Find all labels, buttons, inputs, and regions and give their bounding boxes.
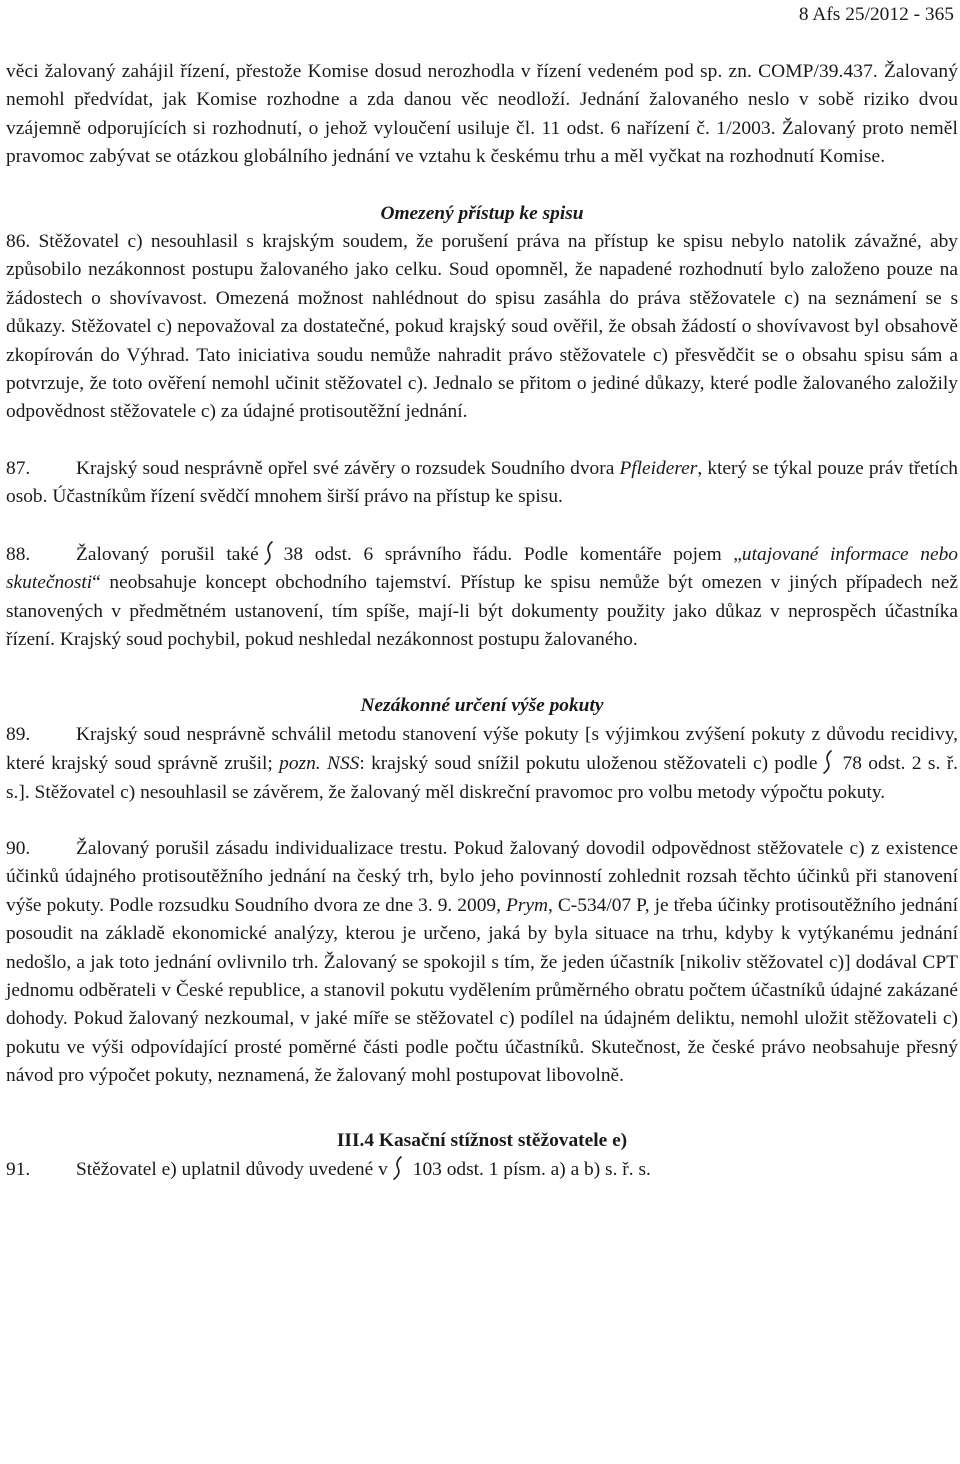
paragraph-89-text-b: : krajský soud snížil pokutu uloženou stěžovateli c) podle (359, 753, 818, 775)
paragraph-91-text-a: Stěžovatel e) uplatnil důvody uvedené v (76, 1159, 388, 1180)
paragraph-90-number: 90. (6, 837, 31, 859)
paragraph-90-text-b: , C-534/07 P, je třeba účinky protisoutěžního jednání posoudit na základě ekonomické analýzy, kterou je určeno, jaká by byla situace na trhu, kdyby k vytýkanému jednání nedošlo, a jak toto jednání ovlivnilo trh. Žalovaný se spokojil s tím, že jeden účastník [nikoliv stěžovatel c)] dodával CPT jednomu odběrateli v České republice, a stanovil pokutu vydělením průměrného obratu počtem účastníků údajné zakázané dohody. Pokud žalovaný nezkoumal, v jaké míře se stěžovatel c) podílel na údajném deliktu, nemohl uložit stěžovateli c) pokutu ve výši odpovídající prosté poměrné části podle počtu účastníků. Skutečnost, že české právo neobsahuje přesný návod pro výpočet pokuty, neznamená, že žalovaný mohl postupovat libovolně. (6, 894, 958, 1087)
paragraph-91-text-b: 103 odst. 1 písm. a) a b) s. ř. s. (412, 1159, 651, 1180)
paragraph-89 (6, 721, 958, 807)
heading-restricted-access: Omezený přístup ke spisu (380, 202, 584, 224)
section-sign-icon (822, 749, 833, 775)
paragraph-89-note: pozn. NSS (279, 753, 360, 775)
paragraph-88-text-c: “ neobsahuje koncept obchodního tajemství. Přístup ke spisu nemůže být omezen v jiných případech než stanovených v předmětném ustanovení, tím spíše, mají-li být dokumenty použity jako důkaz v neprospěch účastníka řízení. Krajský soud pochybil, pokud neshledal nezákonnost postupu žalovaného. (6, 572, 958, 650)
paragraph-87-text-b: , který se týkal pouze práv třetích osob. Účastníkům řízení svědčí mnohem širší právo na přístup ke spisu. (6, 457, 958, 508)
paragraph-87 (6, 455, 958, 512)
paragraph-86 (6, 228, 958, 427)
paragraph-91 (6, 1155, 958, 1184)
paragraph-87-text-a: Krajský soud nesprávně opřel své závěry o rozsudek Soudního dvora (76, 457, 620, 479)
document-page (6, 58, 958, 1184)
section-sign-icon (392, 1155, 403, 1181)
paragraph-89-number: 89. (6, 723, 31, 745)
paragraph-86-number: 86. (6, 231, 31, 253)
paragraph-86-text: Stěžovatel c) nesouhlasil s krajským soudem, že porušení práva na přístup ke spisu nebylo natolik závažné, aby způsobilo nezákonnost postupu žalovaného jako celku. Soud opomněl, že napadené rozhodnutí bylo založeno pouze na žádostech o shovívavost. Omezená možnost nahlédnout do spisu zasáhla do práva stěžovatele c) na seznámení se s důkazy. Stěžovatel c) nepovažoval za dostatečné, pokud krajský soud ověřil, že obsah žádostí o shovívavost byl obsahově zkopírován do Výhrad. Tato iniciativa soudu nemůže nahradit právo stěžovatele c) přesvědčit se o obsahu spisu sám a potvrzuje, že toto ověření nemohl učinit stěžovatel c). Jednalo se přitom o jediné důkazy, které podle žalovaného založily odpovědnost stěžovatele c) za údajné protisoutěžní jednání. (6, 231, 958, 423)
paragraph-90 (6, 835, 958, 1091)
paragraph-90-text-a: Žalovaný porušil zásadu individualizace trestu. Pokud žalovaný dovodil odpovědnost stěžovatele c) z existence účinků údajného protisoutěžního jednání na český trh, bylo jeho povinností zohlednit rozsah těchto účinků při stanovení výše pokuty. Podle rozsudku Soudního dvora ze dne 3. 9. 2009, (6, 837, 958, 916)
paragraph-87-case-name: Pfleiderer (619, 457, 698, 479)
paragraph-87-number: 87. (6, 457, 31, 479)
paragraph-91-number: 91. (6, 1159, 31, 1180)
paragraph-88-text-b: 38 odst. 6 správního řádu. Podle komentáře pojem „ (283, 543, 742, 565)
paragraph-89-text-c: 78 odst. 2 s. ř. s.]. Stěžovatel c) nesouhlasil se závěrem, že žalovaný měl diskreční pravomoc pro volbu metody výpočtu pokuty. (6, 753, 958, 803)
running-header-case-number: 8 Afs 25/2012 - 365 (798, 4, 954, 25)
heading-unlawful-fine: Nezákonné určení výše pokuty (360, 695, 604, 717)
paragraph-88-quoted-term: utajované informace nebo skutečnosti (6, 543, 958, 594)
section-sign-icon (263, 540, 274, 566)
heading-cassation-complaint-e: III.4 Kasační stížnost stěžovatele e) (336, 1129, 628, 1151)
paragraph-88-number: 88. (6, 543, 31, 565)
paragraph-88-text-a: Žalovaný porušil také (76, 543, 259, 565)
paragraph-89-text-a: Krajský soud nesprávně schválil metodu stanovení výše pokuty [s výjimkou zvýšení pokuty z důvodu recidivy, které krajský soud správně zrušil; (6, 723, 958, 775)
paragraph-continued: věci žalovaný zahájil řízení, přestože Komise dosud nerozhodla v řízení vedeném pod sp. zn. COMP/39.437. Žalovaný nemohl předvídat, jak Komise rozhodne a zda danou věc neodloží. Jednání žalovaného neslo v sobě riziko dvou vzájemně odporujících si rozhodnutí, o jehož vyloučení usiluje čl. 11 odst. 6 nařízení č. 1/2003. Žalovaný proto neměl pravomoc zabývat se otázkou globálního jednání ve vztahu k českému trhu a měl vyčkat na rozhodnutí Komise. (6, 61, 958, 168)
paragraph-88 (6, 540, 958, 655)
paragraph-90-case-name: Prym (505, 894, 548, 916)
